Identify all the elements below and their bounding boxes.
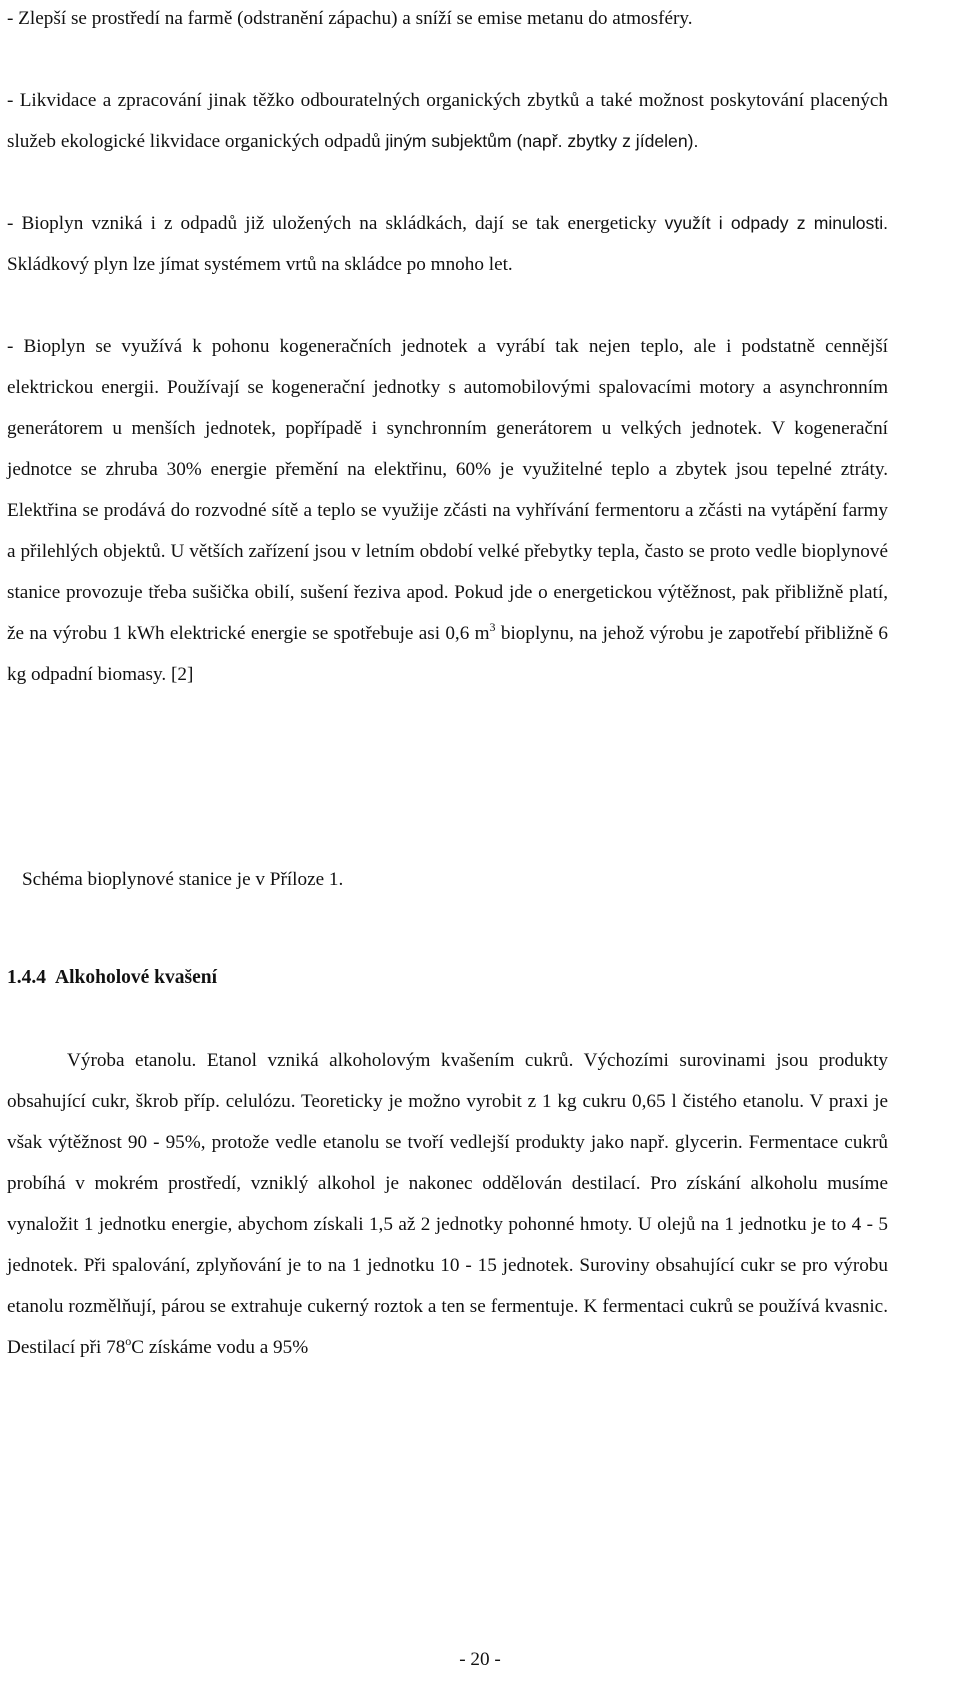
body-text: C získáme vodu a 95% xyxy=(131,1337,309,1358)
body-paragraph-ethanol xyxy=(7,1040,888,1368)
appendix-reference xyxy=(22,859,888,900)
bullet-paragraph-landfill xyxy=(7,203,888,285)
bullet-text: - Bioplyn vzniká i z odpadů již uložených na skládkách, dají se tak energeticky xyxy=(7,213,665,234)
bullet-text: - Zlepší se prostředí na farmě (odstranění zápachu) a sníží se emise metanu do atmosféry. xyxy=(7,8,693,29)
bullet-text-sans: využít i odpady z minulosti. xyxy=(664,213,888,233)
superscript: 3 xyxy=(489,620,496,634)
bullet-text: - Likvidace a zpracování jinak těžko odbouratelných organických zbytků a také možnost poskytování placených služeb ekologické likvidace organických odpadů xyxy=(7,90,888,152)
section-title: Alkoholové kvašení xyxy=(55,967,217,988)
superscript-degree: o xyxy=(125,1334,132,1348)
page-number: - 20 - xyxy=(459,1649,501,1670)
bullet-paragraph-waste-disposal xyxy=(7,80,888,162)
bullet-text: Skládkový plyn lze jímat systémem vrtů na skládce po mnoho let. xyxy=(7,254,513,275)
bullet-text: - Bioplyn se využívá k pohonu kogeneračních jednotek a vyrábí tak nejen teplo, ale i podstatně cennější elektrickou energii. Používají se kogenerační jednotky s automobilovými spalovacími motory a asynchronním generátorem u menších jednotek, popřípadě i synchronním generátorem u velkých jednotek. V kogenerační jednotce se zhruba 30% energie přemění na elektřinu, 60% je využitelné teplo a zbytek jsou tepelné ztráty. Elektřina se prodává do rozvodné sítě a teplo se využije zčásti na vyhřívání fermentoru a zčásti na vytápění farmy a přilehlých objektů. U větších zařízení jsou v letním období velké přebytky tepla, často se proto vedle bioplynové stanice provozuje třeba sušička obilí, sušení řeziva apod. Pokud jde o energetickou výtěžnost, pak přibližně platí, že na výrobu 1 kWh elektrické energie se spotřebuje asi 0,6 m xyxy=(7,336,888,644)
bullet-text-sans: jiným subjektům (např. zbytky z jídelen). xyxy=(385,131,699,151)
section-heading xyxy=(7,957,217,998)
bullet-paragraph-emissions xyxy=(7,0,888,39)
body-text: Výroba etanolu. Etanol vzniká alkoholovým kvašením cukrů. Výchozími surovinami jsou produkty obsahující cukr, škrob příp. celulózu. Teoreticky je možno vyrobit z 1 kg cukru 0,65 l čistého etanolu. V praxi je však výtěžnost 90 - 95%, protože vedle etanolu se tvoří vedlejší produkty jako např. glycerin. Fermentace cukrů probíhá v mokrém prostředí, vzniklý alkohol je nakonec oddělován destilací. Pro získání alkoholu musíme vynaložit 1 jednotku energie, abychom získali 1,5 až 2 jednotky pohonné hmoty. U olejů na 1 jednotku je to 4 - 5 jednotek. Při spalování, zplyňování je to na 1 jednotku 10 - 15 jednotek. Suroviny obsahující cukr se pro výrobu etanolu rozmělňují, párou se extrahuje cukerný roztok a ten se fermentuje. K fermentaci cukrů se používá kvasnic. Destilací při 78 xyxy=(7,1050,888,1358)
appendix-text: Schéma bioplynové stanice je v Příloze 1. xyxy=(22,869,344,890)
section-number: 1.4.4 xyxy=(7,967,46,988)
bullet-text: bioplynu, na jehož výrobu je zapotřebí přibližně 6 kg odpadní biomasy. [2] xyxy=(7,623,888,685)
bullet-paragraph-cogeneration xyxy=(7,326,888,695)
